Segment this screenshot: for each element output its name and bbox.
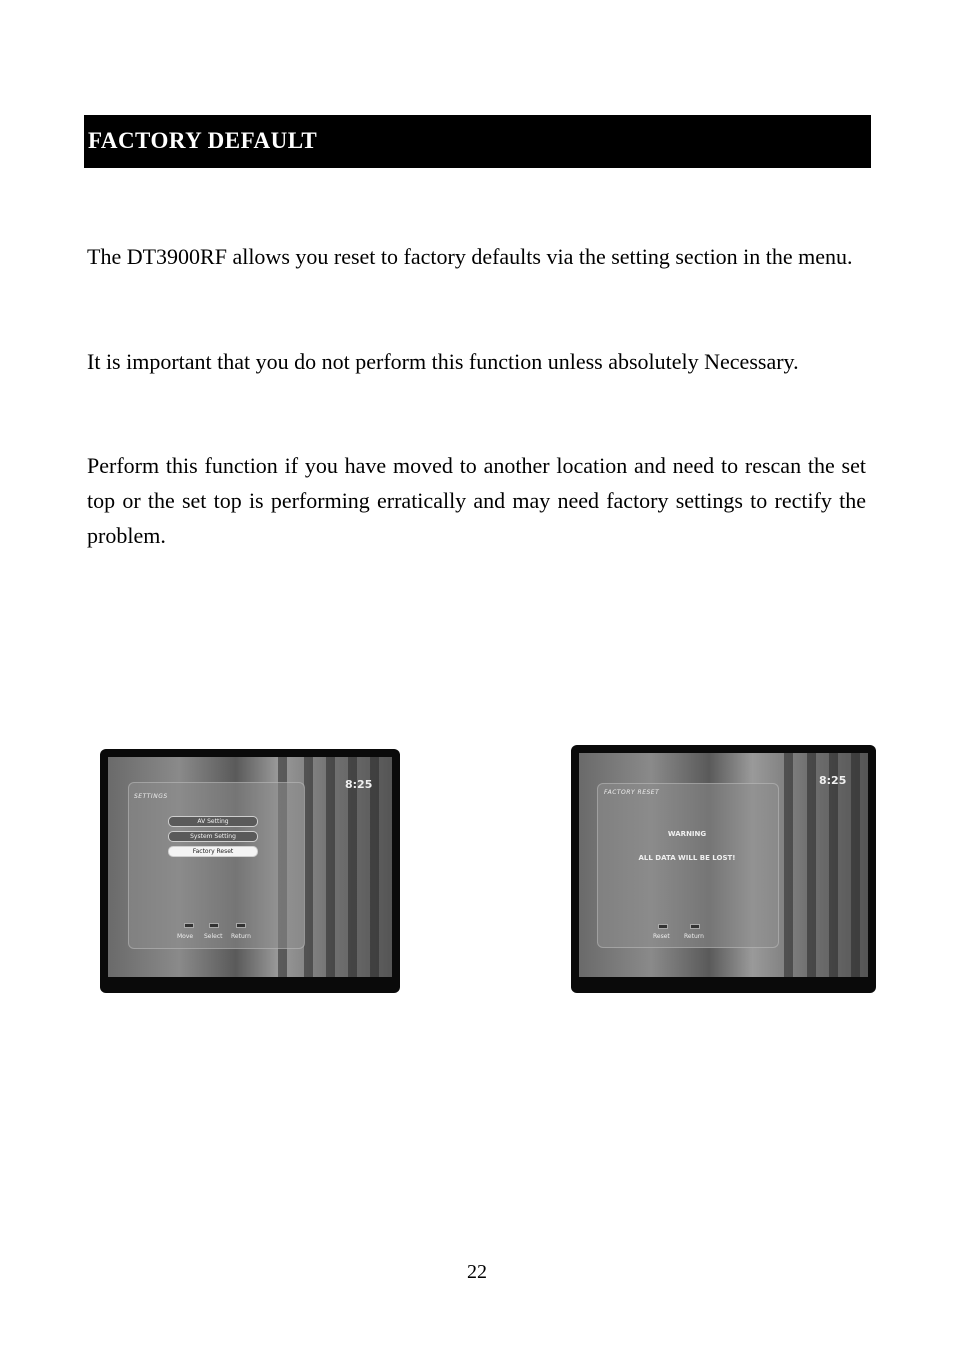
move-key-icon	[184, 923, 194, 928]
footer-select: Select	[204, 933, 223, 940]
menu-item-factory-reset[interactable]: Factory Reset	[168, 846, 258, 857]
warning-paragraph: It is important that you do not perform this function unless absolutely Necessary.	[87, 349, 799, 374]
exit-key-icon	[690, 924, 700, 929]
menu-item-system-setting[interactable]: System Setting	[168, 831, 258, 842]
settings-panel-title: SETTINGS	[134, 793, 168, 800]
intro-paragraph: The DT3900RF allows you reset to factory defaults via the setting section in the menu.	[87, 244, 853, 269]
page-number: 22	[467, 1261, 487, 1283]
ok-key-icon	[209, 923, 219, 928]
section-title: FACTORY DEFAULT	[88, 128, 318, 153]
section-header	[84, 115, 871, 168]
reset-key-icon	[658, 924, 668, 929]
factory-reset-panel-title: FACTORY RESET	[604, 789, 660, 796]
footer-reset: Reset	[653, 933, 670, 940]
settings-menu-screenshot	[100, 749, 400, 993]
factory-reset-panel	[597, 783, 779, 948]
clock: 8:25	[345, 778, 373, 791]
footer-return: Return	[684, 933, 704, 940]
clock: 8:25	[819, 774, 847, 787]
exit-key-icon	[236, 923, 246, 928]
footer-return: Return	[231, 933, 251, 940]
factory-reset-screenshot	[571, 745, 876, 993]
warning-title: WARNING	[667, 830, 707, 838]
menu-item-av-setting[interactable]: AV Setting	[168, 816, 258, 827]
warning-message: ALL DATA WILL BE LOST!	[638, 854, 736, 862]
usage-paragraph: Perform this function if you have moved to another location and need to rescan the set top or the set top is performing erratically and may need factory settings to rectify the problem.	[87, 453, 866, 548]
footer-move: Move	[177, 933, 194, 940]
